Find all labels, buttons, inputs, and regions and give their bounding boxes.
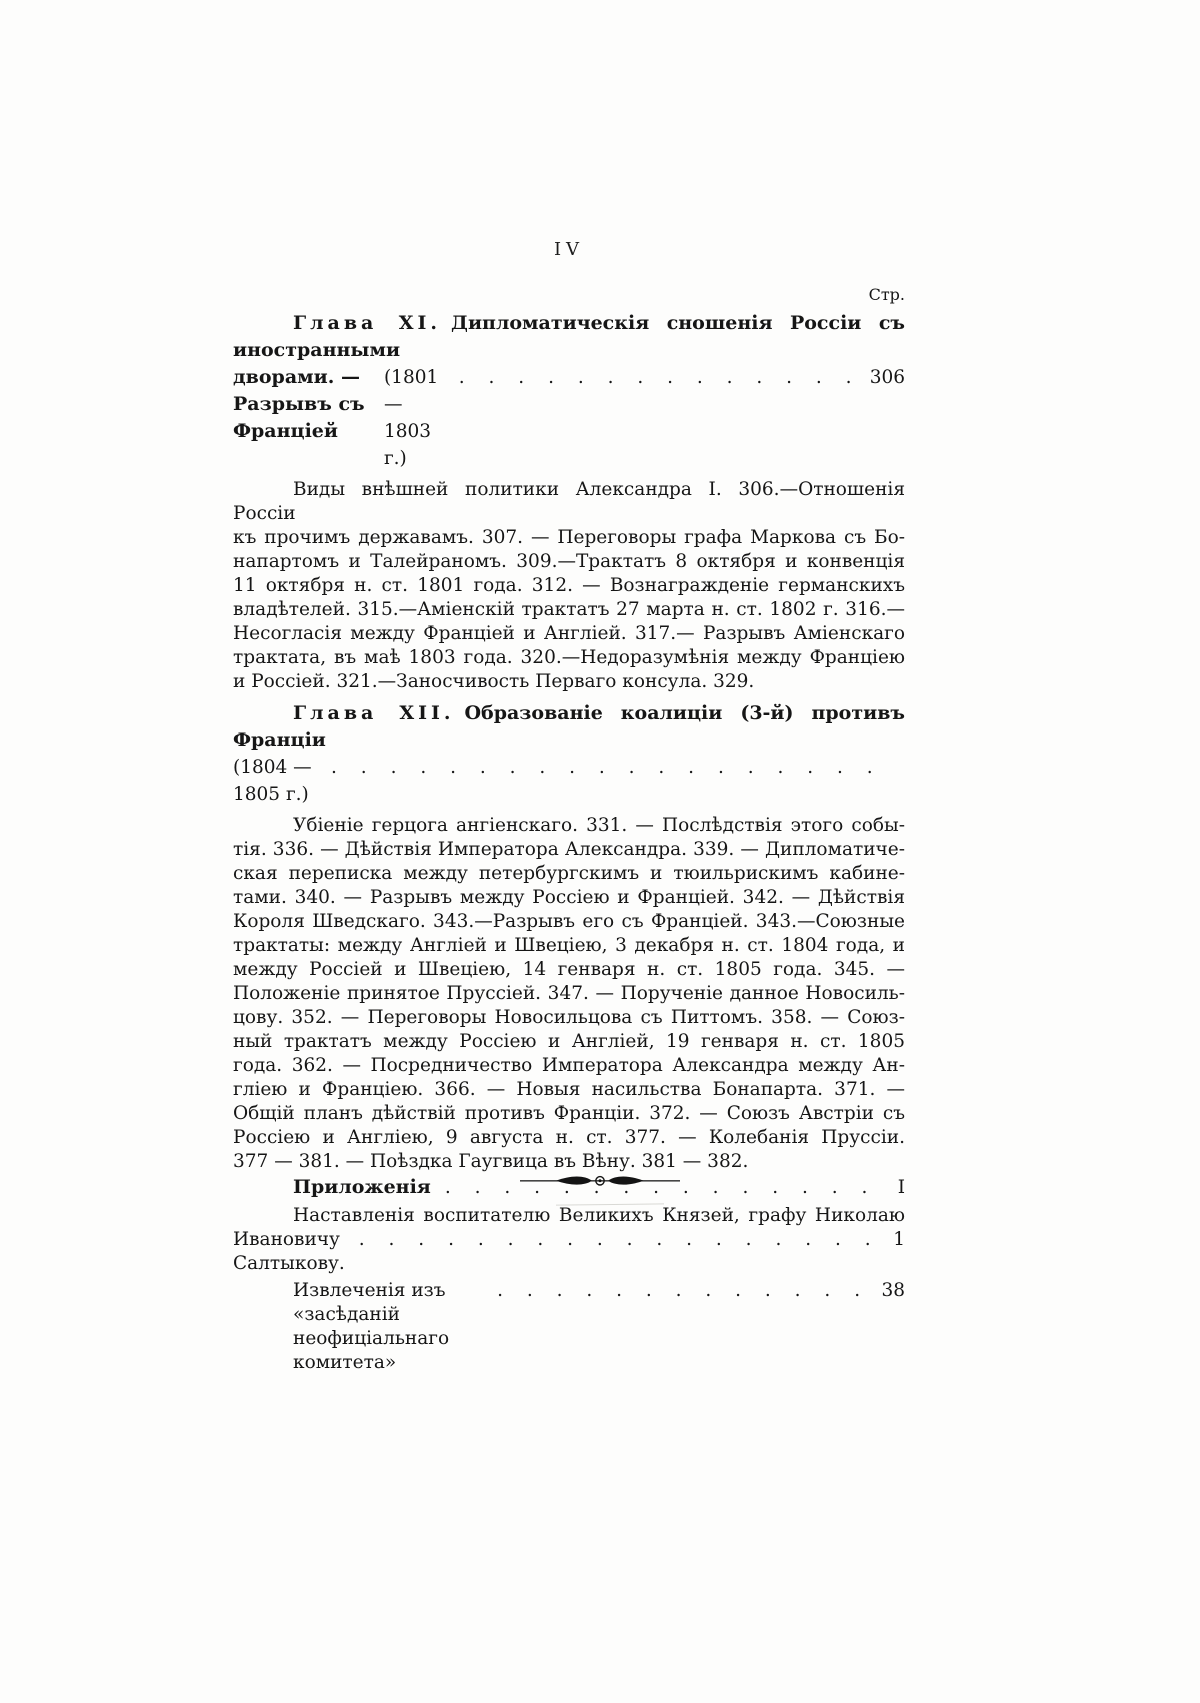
- appendix-item-title: Извлеченія изъ «засѣданій неофиціальнаго комитета»: [293, 1280, 450, 1373]
- page-column-label: Стр.: [868, 285, 905, 304]
- chapter-12-label: Глава XII.: [293, 702, 455, 724]
- chapter-12-summary: [233, 814, 905, 1174]
- summary-line: Убіеніе герцога ангіенскаго. 331. — Послѣдствія этого собы-: [293, 815, 905, 836]
- summary-line: ская переписка между петербургскимъ и тюильрискимъ кабине-: [233, 863, 905, 884]
- appendix-item-line-with-page: [233, 1279, 905, 1375]
- summary-line: Виды внѣшней политики Александра I. 306.—Отношенія Россіи: [233, 479, 905, 524]
- summary-line: тія. 336. — Дѣйствія Императора Александра. 339. — Дипломатиче-: [233, 839, 905, 860]
- summary-line: цову. 352. — Переговоры Новосильцова съ Питтомъ. 358. — Союз-: [233, 1007, 905, 1028]
- chapter-12-heading-line-1: [233, 700, 905, 754]
- page-number-header: IV: [553, 239, 585, 260]
- summary-line: 11 октября н. ст. 1801 года. 312. — Вознагражденіе германскихъ: [233, 575, 905, 596]
- chapter-11-title-part-1: Дипломатическія сношенія Россіи съ иностранными: [233, 312, 905, 361]
- appendix-item-line-with-page: [233, 1228, 905, 1276]
- appendix-item-line: Наставленія воспитателю Великихъ Князей, графу Николаю: [293, 1205, 905, 1226]
- summary-line: трактата, въ маѣ 1803 года. 320.—Недоразумѣнія между Франціею: [233, 647, 905, 668]
- appendix-item-page-number: 38: [881, 1280, 905, 1301]
- summary-line: и Россіей. 321.—Заносчивость Перваго консула. 329.: [233, 671, 755, 692]
- summary-line: напартомъ и Талейраномъ. 309.—Трактатъ 8 октября и конвенція: [233, 551, 905, 572]
- chapter-11-heading-line-2: [233, 364, 905, 472]
- appendices-title: Приложенія: [293, 1176, 431, 1198]
- summary-line: Общій планъ дѣйствій противъ Франціи. 372. — Союзъ Австріи съ: [233, 1103, 905, 1124]
- summary-line: 377 — 381. — Поѣздка Гаугвица въ Вѣну. 381 — 382.: [233, 1151, 749, 1172]
- dot-leader: [359, 1228, 883, 1252]
- summary-line: трактаты: между Англіей и Швеціею, 3 декабря н. ст. 1804 года, и: [233, 935, 905, 956]
- appendix-item-continuation: Ивановичу Салтыкову.: [233, 1229, 345, 1274]
- chapter-11-dates: (1801 — 1803 г.): [383, 367, 439, 469]
- summary-line: тами. 340. — Разрывъ между Россіею и Франціей. 342. — Дѣйствія: [233, 887, 905, 908]
- summary-line: Положеніе принятое Пруссіей. 347. — Порученіе данное Новосиль-: [233, 983, 905, 1004]
- summary-line: между Россіей и Швеціею, 14 генваря н. ст. 1805 года. 345. —: [233, 959, 905, 980]
- toc-entry-appendices: [233, 1176, 905, 1375]
- summary-line: Несогласія между Франціей и Англіей. 317.— Разрывъ Аміенскаго: [233, 623, 905, 644]
- chapter-11-page-number: 306: [869, 367, 905, 388]
- appendix-item-committee: [233, 1279, 905, 1375]
- chapter-11-summary: [233, 478, 905, 694]
- toc-entry-chapter-12: [233, 700, 905, 1174]
- chapter-11-title-part-2: дворами. — Разрывъ съ Франціей: [233, 366, 365, 442]
- dot-leader: [459, 364, 860, 388]
- summary-line: Короля Шведскаго. 343.—Разрывъ его съ Франціей. 343.—Союзные: [233, 911, 905, 932]
- chapter-11-heading-line-1: [233, 310, 905, 364]
- summary-line: владѣтелей. 315.—Аміенскій трактатъ 27 марта н. ст. 1802 г. 316.—: [233, 599, 905, 620]
- dot-leader: [331, 754, 885, 778]
- toc-entry-chapter-11: [233, 310, 905, 694]
- tailpiece-ornament: [520, 1172, 680, 1190]
- chapter-12-dates: (1804 — 1805 г.): [233, 757, 312, 805]
- appendix-item-saltykov: [233, 1204, 905, 1276]
- summary-line: ный трактатъ между Россіею и Англіей, 19 генваря н. ст. 1805: [233, 1031, 905, 1052]
- summary-line: года. 362. — Посредничество Императора Александра между Ан-: [233, 1055, 905, 1076]
- appendix-item-page-number: 1: [893, 1229, 905, 1250]
- summary-line: Россіею и Англіею, 9 августа н. ст. 377. — Колебанія Пруссіи.: [233, 1127, 905, 1148]
- chapter-12-heading-line-2: [233, 754, 905, 808]
- summary-line: гліею и Франціею. 366. — Новыя насильства Бонапарта. 371. —: [233, 1079, 905, 1100]
- dot-leader: [497, 1279, 871, 1303]
- summary-line: къ прочимъ державамъ. 307. — Переговоры графа Маркова съ Бо-: [233, 527, 905, 548]
- chapter-11-label: Глава XI.: [293, 312, 442, 334]
- chapter-12-title-part-1: Образованіе коалиціи (3-й) противъ Франціи: [233, 702, 905, 751]
- appendices-page-number: I: [897, 1177, 905, 1198]
